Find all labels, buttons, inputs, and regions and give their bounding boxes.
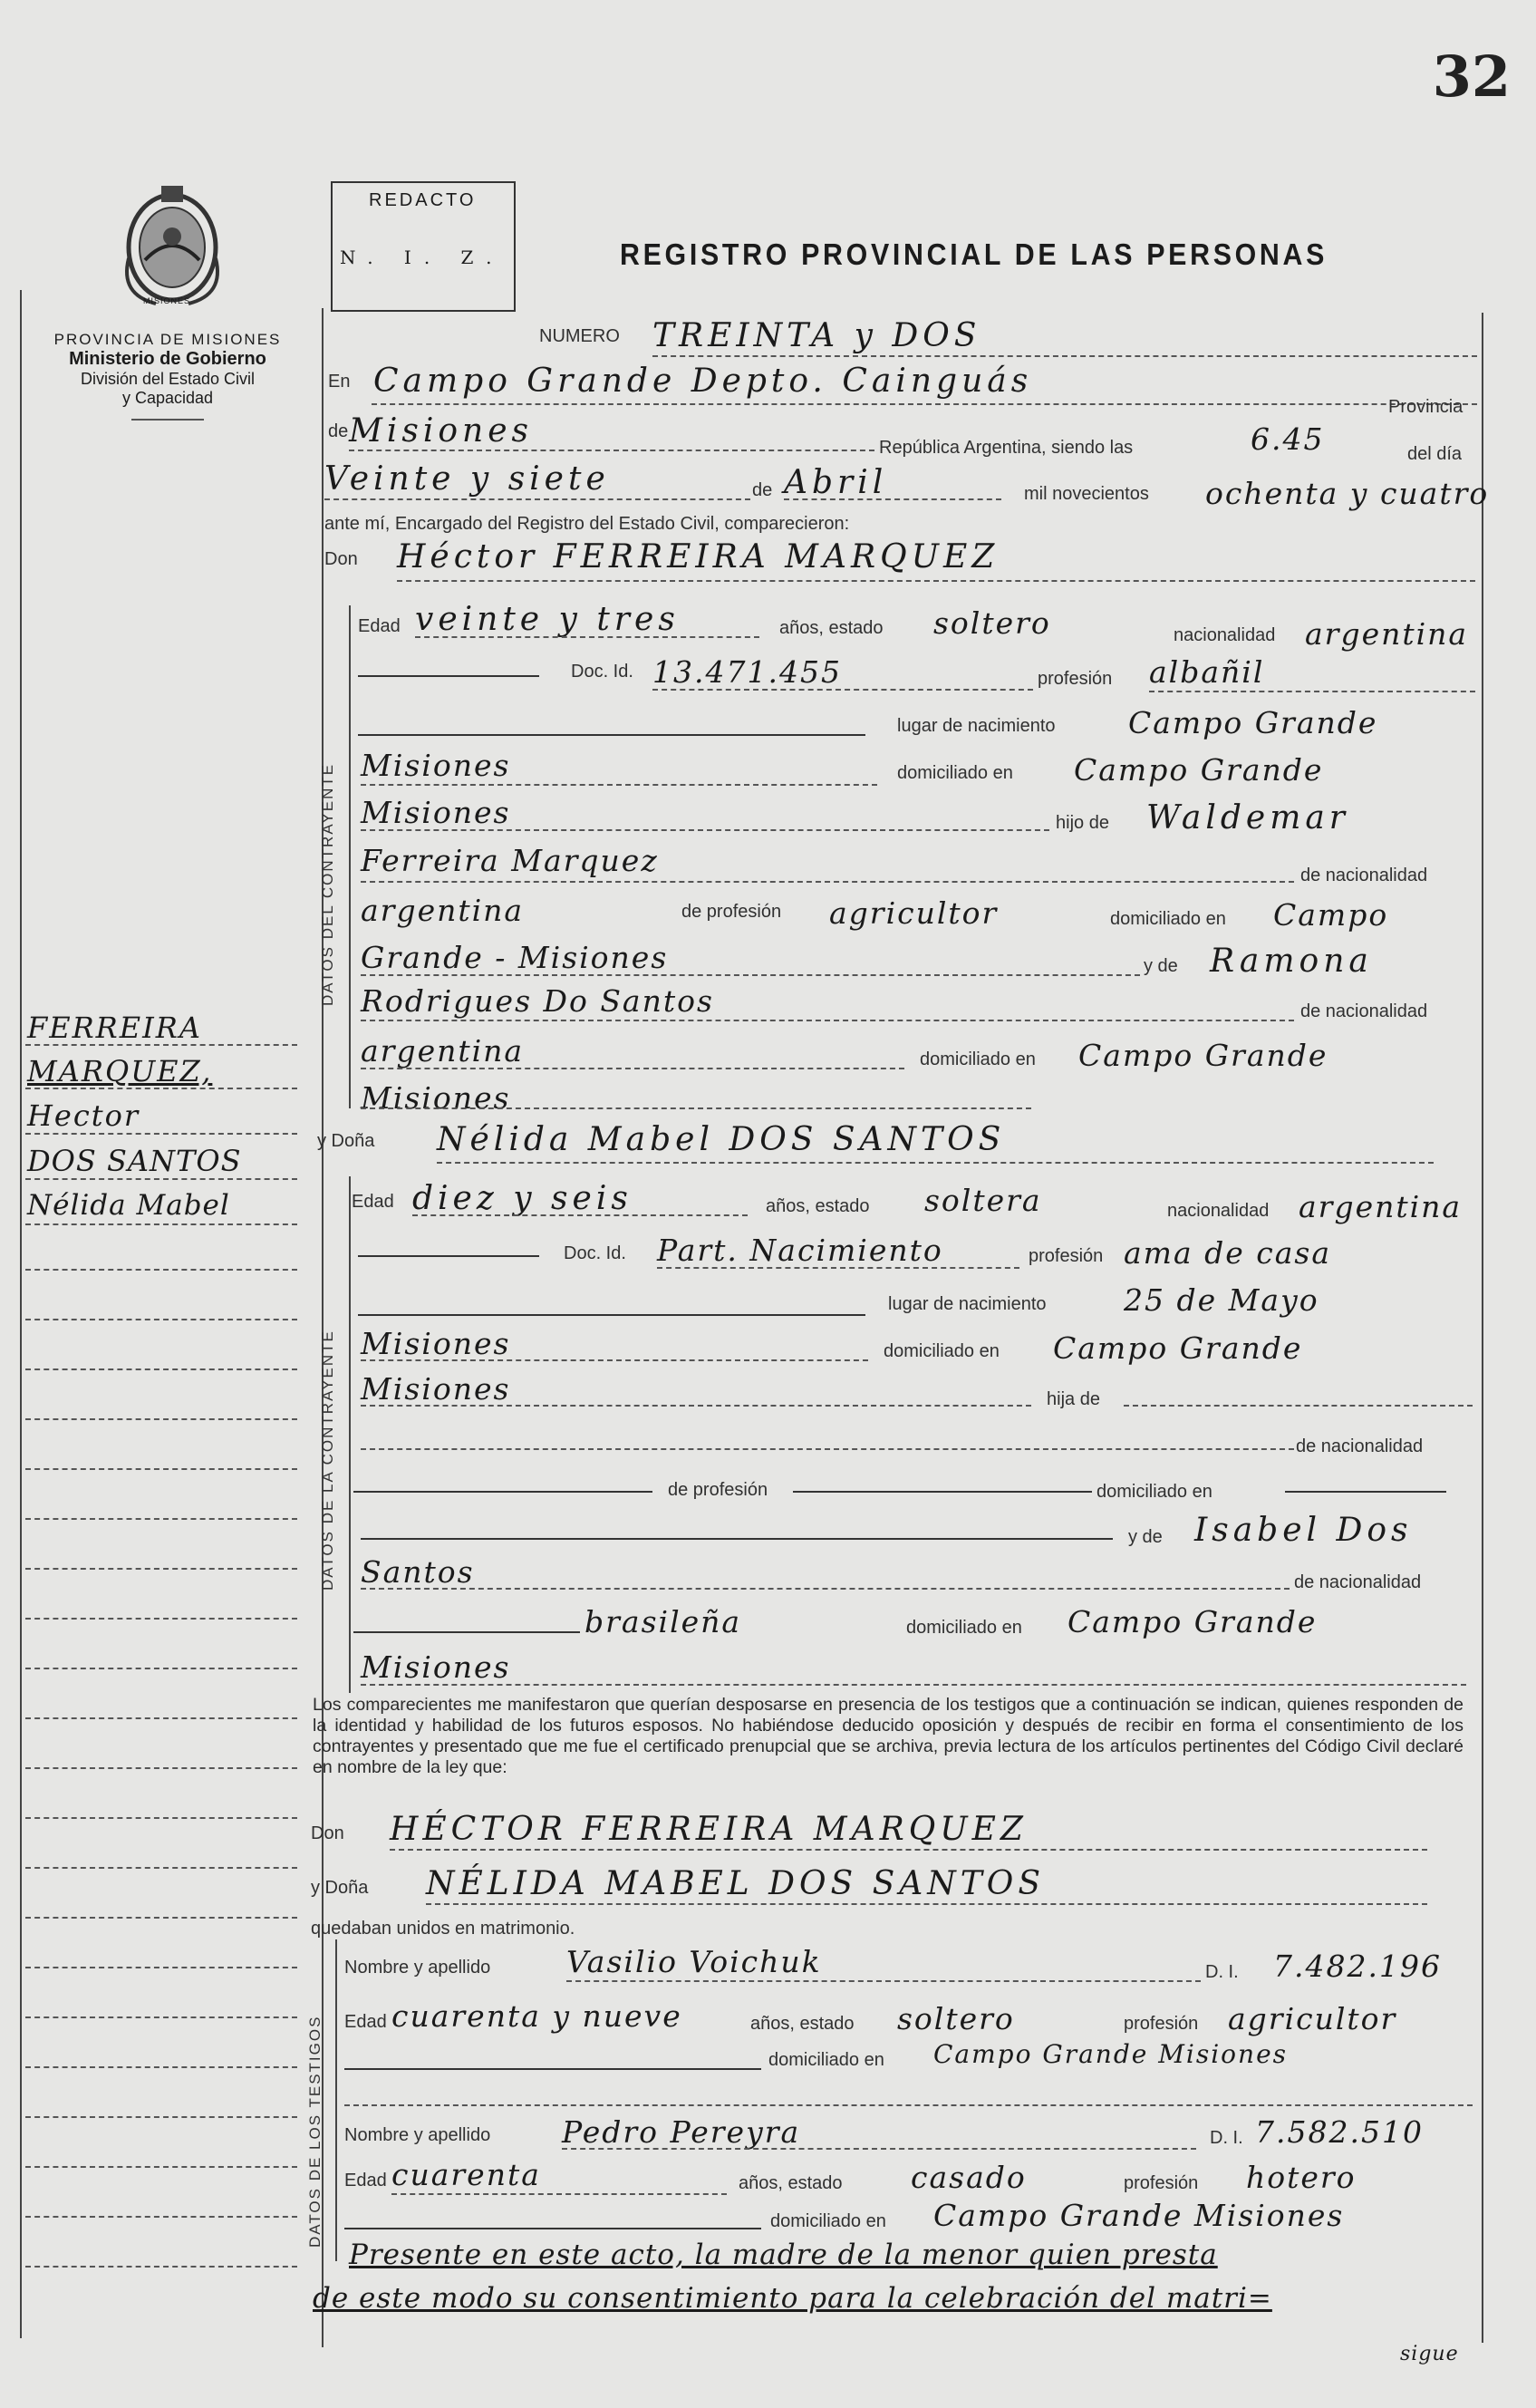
witness2-name: Pedro Pereyra <box>562 2114 801 2150</box>
groom-doc: 13.471.455 <box>652 654 842 690</box>
bride-nationality: argentina <box>1299 1189 1463 1224</box>
father-profession: agricultor <box>829 895 999 931</box>
label-don-decl: Don <box>311 1823 344 1843</box>
label-dom-w2: domiciliado en <box>770 2211 886 2231</box>
label-profesion: profesión <box>1038 669 1113 689</box>
bride-doc: Part. Nacimiento <box>657 1233 943 1268</box>
witness1-name: Vasilio Voichuk <box>566 1944 822 1979</box>
label-quedaban: quedaban unidos en matrimonio. <box>311 1919 575 1939</box>
groom-domicile: Campo Grande <box>1074 752 1324 788</box>
authority-ministry: Ministerio de Gobierno <box>69 349 266 369</box>
mother-domicile: Campo Grande <box>1078 1038 1328 1073</box>
label-bride-father-domicile: domiciliado en <box>1096 1482 1212 1502</box>
label-domiciliada: domiciliado en <box>884 1341 1000 1361</box>
label-de-prov: de <box>328 421 349 441</box>
label-y-de-bride: y de <box>1128 1527 1163 1547</box>
witness1-di: 7.482.196 <box>1273 1949 1442 1984</box>
act-month: Abril <box>784 464 888 501</box>
bride-mother: Isabel Dos <box>1194 1512 1413 1549</box>
groom-father-2: Ferreira Marquez <box>361 843 659 878</box>
groom-birthplace: Campo Grande <box>1128 705 1378 740</box>
label-ante-mi: ante mí, Encargado del Registro del Estado Civil, comparecieron: <box>324 514 850 534</box>
groom-nationality: argentina <box>1305 616 1469 652</box>
label-mother-domicile: domiciliado en <box>920 1049 1036 1069</box>
father-domicile-2: Grande - Misiones <box>361 940 669 975</box>
label-en: En <box>328 372 351 392</box>
bride-profession: ama de casa <box>1124 1235 1332 1271</box>
label-father-domicile: domiciliado en <box>1110 909 1226 929</box>
redacto-title: REDACTO <box>369 190 477 210</box>
witness1-domicile: Campo Grande Misiones <box>933 2039 1289 2069</box>
mother-nationality: argentina <box>361 1033 525 1069</box>
label-estado-w1: años, estado <box>750 2014 855 2034</box>
label-dom-w1: domiciliado en <box>768 2050 884 2070</box>
label-doc-bride: Doc. Id. <box>564 1243 626 1263</box>
label-bride-father-nationality: de nacionalidad <box>1296 1436 1424 1456</box>
label-lugar-nac-bride: lugar de nacimiento <box>888 1294 1047 1314</box>
label-domiciliado: domiciliado en <box>897 763 1013 783</box>
witness2-domicile: Campo Grande Misiones <box>933 2198 1345 2233</box>
left-border <box>20 290 22 2338</box>
act-province: Misiones <box>349 412 534 450</box>
label-hija-de: hija de <box>1047 1389 1100 1409</box>
label-di-w2: D. I. <box>1210 2128 1243 2148</box>
label-de-mes: de <box>752 480 773 500</box>
label-anios-estado-bride: años, estado <box>766 1196 870 1216</box>
label-hijo-de: hijo de <box>1056 813 1109 833</box>
label-bride-father-profession: de profesión <box>668 1480 768 1500</box>
witness2-status: casado <box>911 2160 1027 2195</box>
bride-mother-domicile-2: Misiones <box>361 1649 511 1685</box>
label-numero: NUMERO <box>539 326 620 346</box>
label-estado-w2: años, estado <box>739 2173 843 2193</box>
label-don: Don <box>324 549 358 569</box>
declaration-groom: HÉCTOR FERREIRA MARQUEZ <box>390 1811 1028 1848</box>
groom-status: soltero <box>933 605 1051 641</box>
act-year: ochenta y cuatro <box>1205 476 1490 511</box>
bride-mother-nationality: brasileña <box>584 1604 742 1639</box>
groom-father: Waldemar <box>1146 799 1350 837</box>
label-lugar-nac: lugar de nacimiento <box>897 716 1056 736</box>
label-republica: República Argentina, siendo las <box>879 438 1134 458</box>
emblem-caption: MISIONES <box>143 296 191 305</box>
act-place: Campo Grande Depto. Cainguás <box>373 363 1033 400</box>
label-nombre-w2: Nombre y apellido <box>344 2125 491 2145</box>
mother-domicile-2: Misiones <box>361 1080 511 1116</box>
label-father-nationality: de nacionalidad <box>1300 866 1428 885</box>
bride-birthplace: 25 de Mayo <box>1124 1282 1319 1318</box>
label-anios-estado: años, estado <box>779 618 884 638</box>
label-edad-w1: Edad <box>344 2012 387 2032</box>
father-domicile: Campo <box>1273 897 1389 933</box>
bride-age: diez y seis <box>412 1180 633 1217</box>
authority-division: División del Estado Civil <box>80 370 256 388</box>
label-edad-w2: Edad <box>344 2171 387 2190</box>
father-nationality: argentina <box>361 893 525 928</box>
label-profesion-w1: profesión <box>1124 2014 1199 2034</box>
bride-section-label: DATOS DE LA CONTRAYENTE <box>319 1330 336 1591</box>
declaration-paragraph: Los comparecientes me manifestaron que querían desposarse en presencia de los testigos que a continuación se indican, quienes responden de la identidad y habilidad de los futuros esposos. No habiéndose deducido oposición y después de recibir en forma el consentimiento de los contrayentes y presentado que me fue el certificado prenupcial que se archiva, previa lectura de los artículos pertinentes del Código Civil declaré en nombre de la ley que: <box>313 1695 1464 1777</box>
groom-name: Héctor FERREIRA MARQUEZ <box>397 538 1000 575</box>
label-bride-mother-nationality: de nacionalidad <box>1294 1572 1422 1592</box>
bride-mother-domicile: Campo Grande <box>1067 1604 1318 1639</box>
bride-section-border <box>349 1176 351 1693</box>
label-nombre-w1: Nombre y apellido <box>344 1958 491 1978</box>
witness2-profession: hotero <box>1246 2160 1357 2195</box>
document-title: REGISTRO PROVINCIAL DE LAS PERSONAS <box>620 237 1328 271</box>
bride-status: soltera <box>924 1183 1042 1218</box>
act-number: TREINTA y DOS <box>652 317 981 354</box>
redacto-initials: N. I. Z. <box>340 247 505 268</box>
margin-name-5: Nélida Mabel <box>27 1189 230 1222</box>
bride-domicile: Campo Grande <box>1053 1330 1303 1366</box>
act-day: Veinte y siete <box>324 460 610 498</box>
margin-name-2: MARQUEZ, <box>27 1054 213 1088</box>
form-frame-right <box>1482 313 1483 2343</box>
witness-section-label: DATOS DE LOS TESTIGOS <box>306 2015 324 2248</box>
label-profesion-w2: profesión <box>1124 2173 1199 2193</box>
label-y-de: y de <box>1144 956 1178 976</box>
witness1-profession: agricultor <box>1228 2001 1397 2036</box>
label-provincia: Provincia <box>1388 397 1464 417</box>
margin-name-1: FERREIRA <box>27 1011 202 1045</box>
authority-block <box>27 331 308 421</box>
groom-birthplace-2: Misiones <box>361 748 511 783</box>
label-nacionalidad-bride: nacionalidad <box>1167 1201 1270 1221</box>
witness1-age: cuarenta y nueve <box>391 1998 682 2034</box>
label-edad-bride: Edad <box>352 1192 394 1212</box>
label-mil: mil novecientos <box>1024 484 1149 504</box>
witness2-age: cuarenta <box>391 2157 541 2192</box>
label-del-dia: del día <box>1407 444 1463 464</box>
consent-note-line1: Presente en este acto, la madre de la menor quien presta <box>349 2239 1218 2271</box>
authority-capacity: y Capacidad <box>121 389 214 407</box>
declaration-bride: NÉLIDA MABEL DOS SANTOS <box>426 1865 1045 1902</box>
bride-name: Nélida Mabel DOS SANTOS <box>437 1121 1006 1158</box>
bride-birthplace-2: Misiones <box>361 1326 511 1361</box>
label-di-w1: D. I. <box>1205 1962 1239 1982</box>
footer-continues: sigue <box>1400 2343 1459 2365</box>
label-y-dona-decl: y Doña <box>311 1878 369 1898</box>
witness2-di: 7.582.510 <box>1255 2114 1424 2150</box>
groom-section-border <box>349 605 351 1108</box>
label-bride-mother-domicile: domiciliado en <box>906 1618 1022 1638</box>
margin-name-4: DOS SANTOS <box>27 1144 242 1178</box>
label-mother-nationality: de nacionalidad <box>1300 1001 1428 1021</box>
page-number: 32 <box>1432 44 1511 110</box>
label-edad: Edad <box>358 616 401 636</box>
margin-name-3: Hector <box>27 1098 140 1133</box>
groom-mother: Ramona <box>1210 943 1373 980</box>
witness-section-border <box>335 1939 337 2261</box>
label-profesion-bride: profesión <box>1029 1246 1104 1266</box>
act-hour: 6.45 <box>1251 421 1325 457</box>
redacto-stamp-box <box>331 181 516 312</box>
groom-mother-2: Rodrigues Do Santos <box>361 983 714 1019</box>
consent-note-line2: de este modo su consentimiento para la celebración del matri= <box>313 2282 1272 2315</box>
bride-domicile-2: Misiones <box>361 1371 511 1407</box>
label-father-profession: de profesión <box>681 902 782 922</box>
label-y-dona: y Doña <box>317 1131 375 1151</box>
label-nacionalidad: nacionalidad <box>1174 625 1276 645</box>
groom-section-label: DATOS DEL CONTRAYENTE <box>319 762 336 1006</box>
coat-of-arms-emblem <box>109 177 236 322</box>
groom-domicile-2: Misiones <box>361 795 511 830</box>
label-doc: Doc. Id. <box>571 662 633 682</box>
groom-profession: albañil <box>1149 654 1265 690</box>
groom-age: veinte y tres <box>415 601 680 638</box>
authority-province: PROVINCIA DE MISIONES <box>53 331 282 348</box>
witness1-status: soltero <box>897 2001 1015 2036</box>
bride-mother-2: Santos <box>361 1554 475 1590</box>
